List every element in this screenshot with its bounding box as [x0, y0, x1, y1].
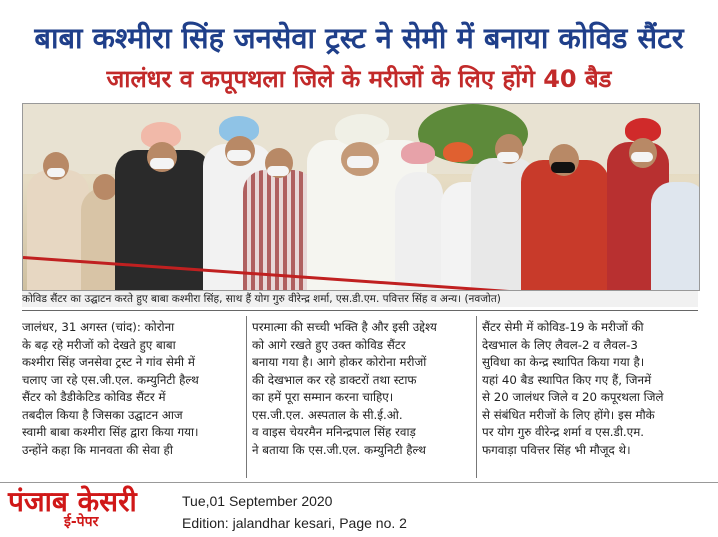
article-line: उन्होंने कहा कि मानवता की सेवा ही [22, 442, 173, 457]
article-line: चलाए जा रहे एस.जी.एल. कम्युनिटी हैल्थ [22, 372, 199, 387]
article-line: व वाइस चेयरमैन मनिन्द्रपाल सिंह रवाड़ [252, 425, 416, 439]
article-line: फगवाड़ा पवित्तर सिंह भी मौजूद थे। [482, 442, 631, 457]
article-line: का हमें पूरा सम्मान करना चाहिए। [252, 390, 394, 404]
article-line: एस.जी.एल. अस्पताल के सी.ई.ओ. [252, 407, 403, 422]
article-line: की देखभाल कर रहे डाक्टरों तथा स्टाफ [252, 372, 417, 387]
person-9 [521, 160, 609, 291]
person-11 [651, 182, 700, 291]
person-1 [27, 170, 89, 291]
article-line: सैंटर सेमी में कोविड-19 के मरीजों की [482, 320, 644, 334]
article-line: स्वामी बाबा कश्मीरा सिंह द्वारा किया गया। [22, 425, 199, 439]
article-column-3 [482, 319, 700, 459]
news-photo [22, 103, 700, 291]
column-divider [476, 316, 477, 478]
epaper-label: ई-पेपर [64, 514, 99, 530]
caption-separator [22, 310, 698, 311]
footer-divider [0, 482, 718, 483]
newspaper-logo: पंजाब केसरी [8, 485, 137, 518]
subheadline: जालंधर व कपूपथला जिले के मरीजों के लिए होंगे 40 बैड [106, 65, 612, 93]
article-column-2 [252, 319, 470, 459]
article-line: ने बताया कि एस.जी.एल. कम्युनिटी हैल्थ [252, 442, 426, 457]
article-line: सुविधा का केन्द्र स्थापित किया गया है। [482, 355, 645, 369]
article-line: जालंधर, 31 अगस्त (चांद): कोरोना [22, 320, 175, 334]
article-line: बनाया गया है। आगे होकर कोरोना मरीजों [252, 355, 427, 369]
edition-info [182, 490, 407, 534]
edition-page: Edition: jalandhar kesari, Page no. 2 [182, 515, 407, 531]
article-line: के बढ़ रहे मरीजों को देखते हुए बाबा [22, 337, 176, 352]
column-divider [246, 316, 247, 478]
publication-date: Tue,01 September 2020 [182, 493, 333, 509]
article-line: पर योग गुरु वीरेन्द्र शर्मा व एस.डी.एम. [482, 425, 644, 439]
article-line: से संबंधित मरीजों के लिए होंगे। इस मौके [482, 407, 655, 422]
article-line: कश्मीरा सिंह जनसेवा ट्रस्ट ने गांव सेमी में [22, 355, 195, 369]
article-line: देखभाल के लिए लैवल-2 व लैवल-3 [482, 337, 638, 352]
article-line: परमात्मा की सच्ची भक्ति है और इसी उद्देश्य [252, 320, 437, 334]
article-line: तबदील किया है जिसका उद्घाटन आज [22, 407, 183, 422]
article-line: यहां 40 बैड स्थापित किए गए हैं, जिनमें [482, 372, 652, 387]
headline: बाबा कश्मीरा सिंह जनसेवा ट्रस्ट ने सेमी में बनाया कोविड सैंटर [34, 21, 684, 55]
article-column-1 [22, 319, 240, 459]
person-6 [395, 172, 443, 291]
article-line: सैंटर को डैडीकेटिड कोविड सैंटर में [22, 390, 166, 404]
article-line: से 20 जालंधर जिले व 20 कपूरथला जिले [482, 390, 664, 404]
article-line: को आगे रखते हुए उक्त कोविड सैंटर [252, 337, 406, 352]
photo-caption: कोविड सैंटर का उद्घाटन करते हुए बाबा कश्मीरा सिंह, साथ हैं योग गुरु वीरेन्द्र शर्मा, एस.डी.एम. पवित्तर सिंह व अन्य। (नवजोत) [22, 291, 698, 307]
